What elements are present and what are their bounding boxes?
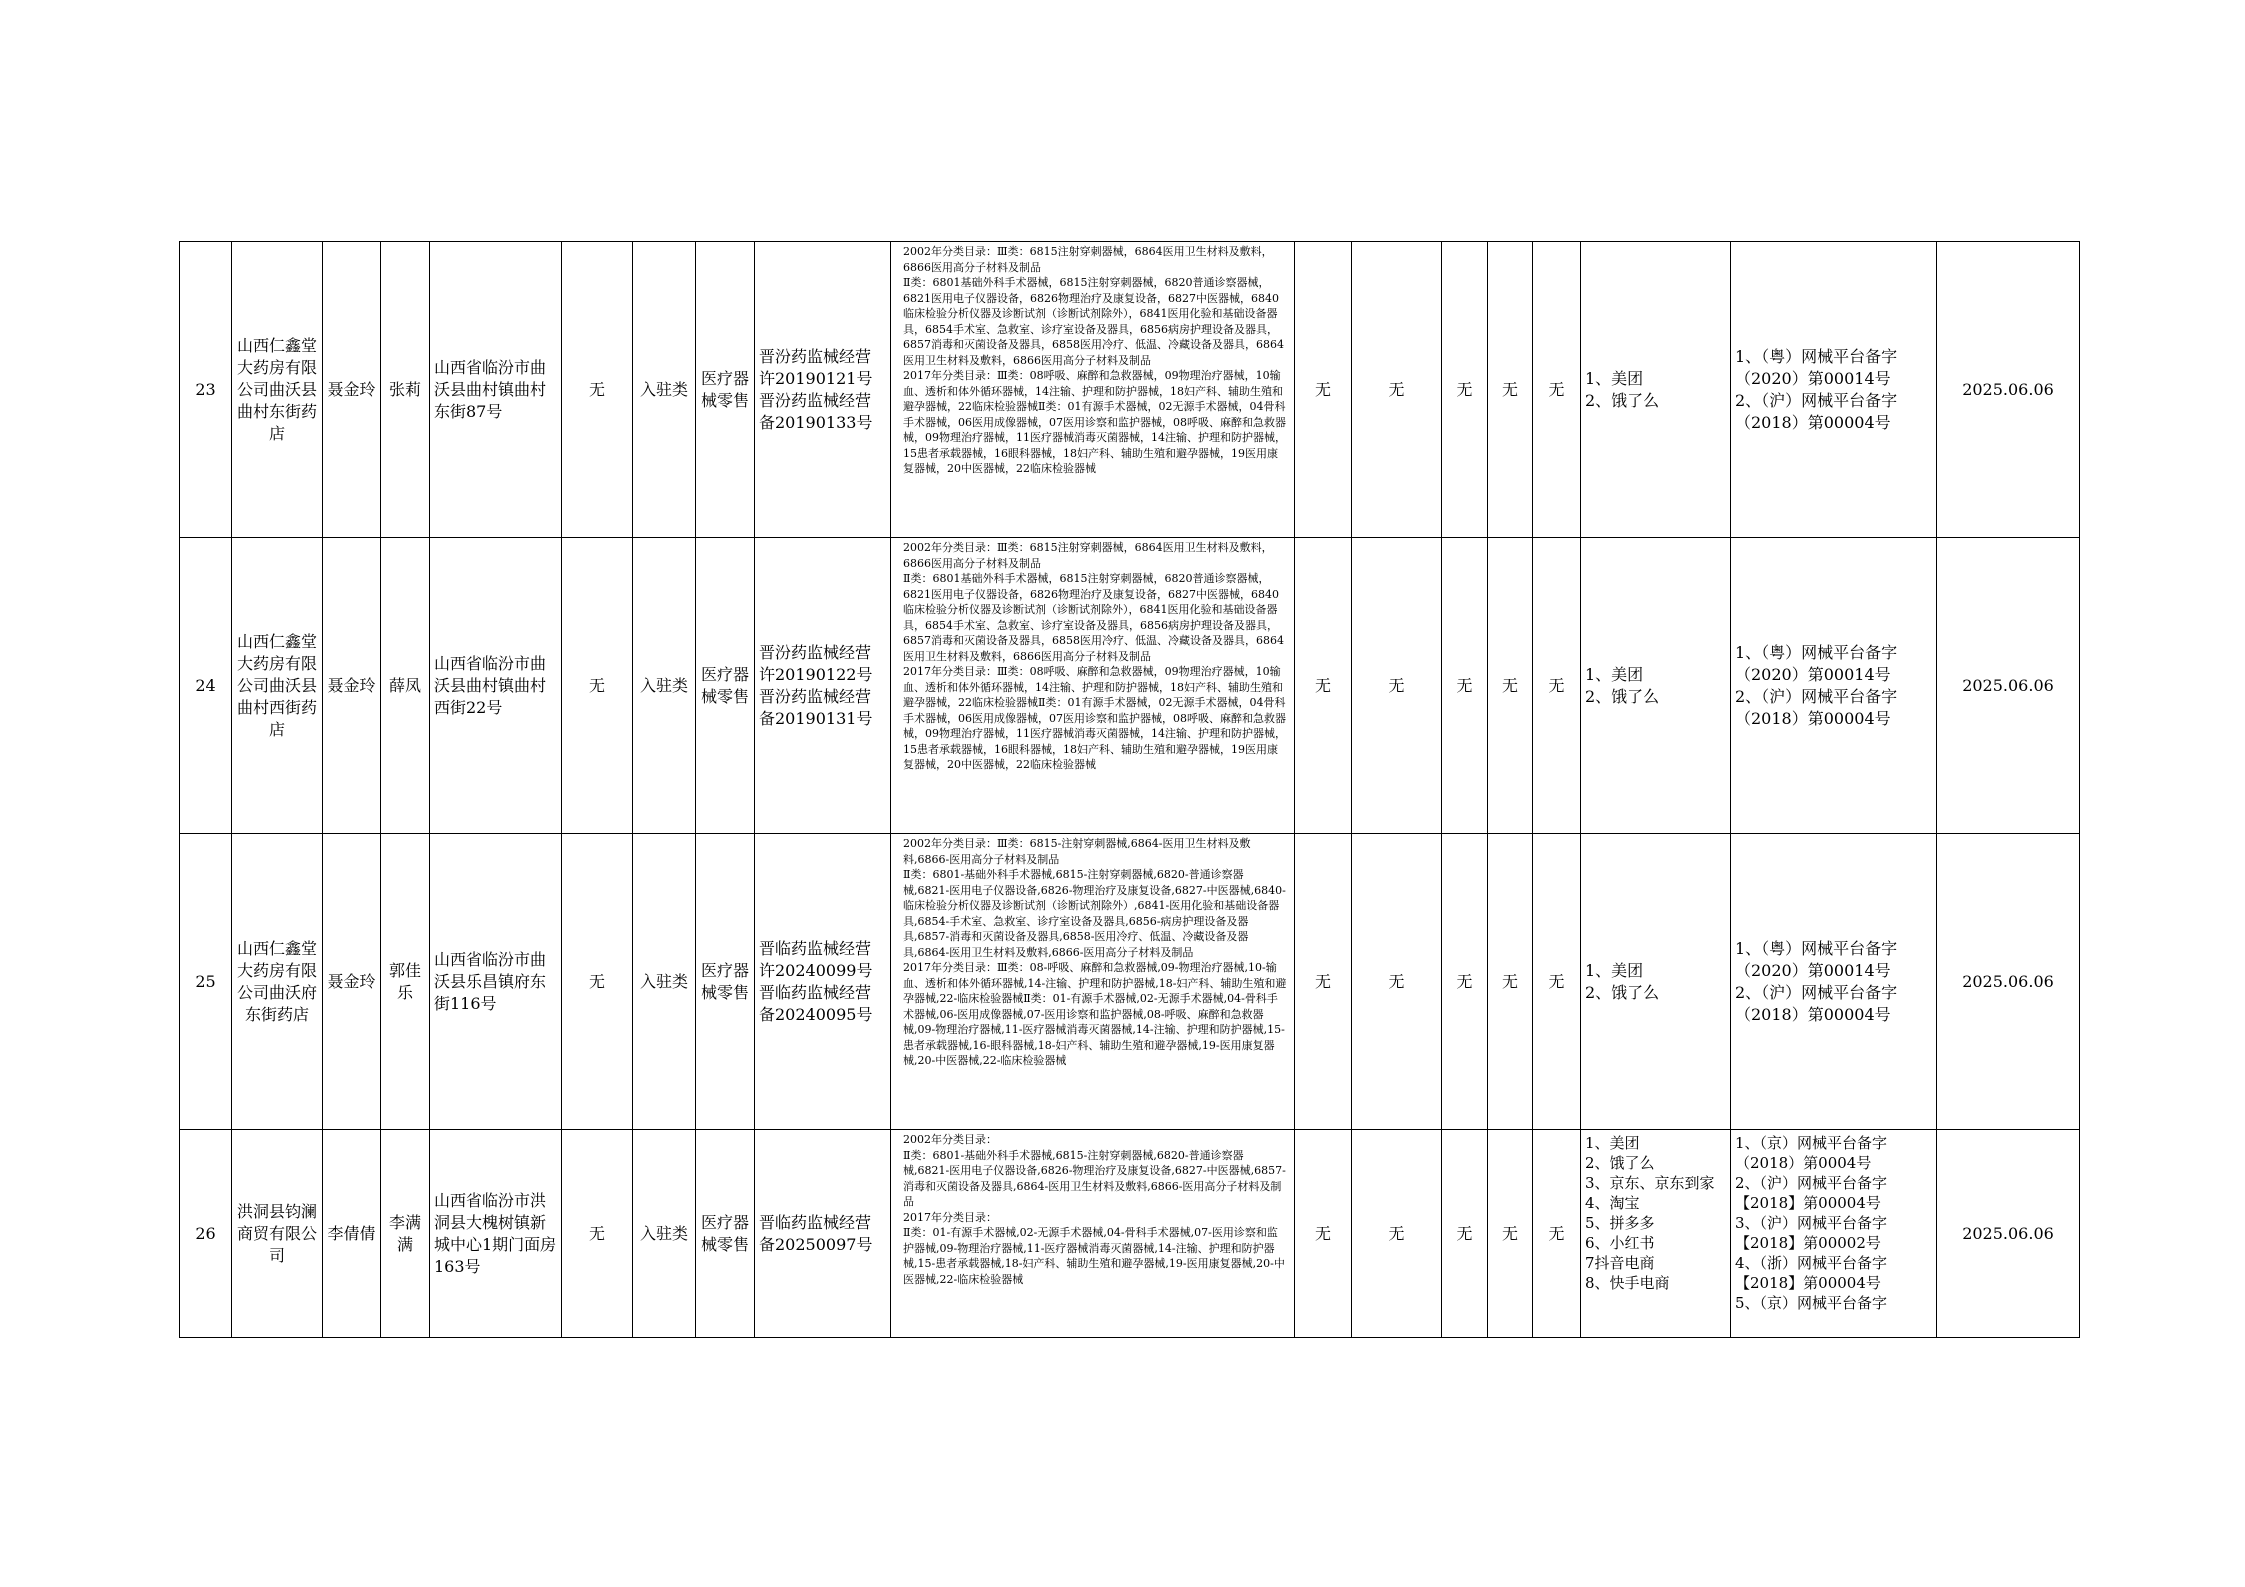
category-cell: 入驻类 bbox=[633, 1130, 696, 1338]
warehouse-cell: 无 bbox=[562, 1130, 633, 1338]
business-scope: 2002年分类目录：Ⅲ类：6815注射穿刺器械，6864医用卫生材料及敷料，6866医用高分子材料及制品 Ⅱ类：6801基础外科手术器械，6815注射穿刺器械，6820普通诊察器械，6821医用电子仪器设备，6826物理治疗及康复设备，6827中医器械，6840临床检验分析仪器及诊断试剂（诊断试剂除外），6841医用化验和基础设备器具，6854手术室、急救室、诊疗室设备及器具，6856病房护理设备及器具，6857消毒和灭菌设备及器具，6858医用冷疗、低温、冷藏设备及器具，6864医用卫生材料及敷料，6866医用高分子材料及制品 2017年分类目录：Ⅲ类：08呼吸、麻醉和急救器械，09物理治疗器械，10输血、透析和体外循环器械，14注输、护理和防护器械，18妇产科、辅助生殖和避孕器械，22临床检验器械Ⅱ类：01有源手术器械，02无源手术器械，04骨科手术器械，06医用成像器械，07医用诊察和监护器械，08呼吸、麻醉和急救器械，09物理治疗器械，11医疗器械消毒灭菌器械，14注输、护理和防护器械，15患者承载器械，16眼科器械，18妇产科、辅助生殖和避孕器械，19医用康复器械，20中医器械，22临床检验器械 bbox=[891, 242, 1295, 538]
record-date: 2025.06.06 bbox=[1937, 242, 2080, 538]
platform-list: 1、美团 2、饿了么 3、京东、京东到家 4、淘宝 5、拼多多 6、小红书 7抖音电商 8、快手电商 bbox=[1581, 1130, 1731, 1338]
license-number: 晋临药监械经营备20250097号 bbox=[755, 1130, 891, 1338]
person-in-charge: 李满满 bbox=[381, 1130, 430, 1338]
row-number: 25 bbox=[180, 834, 232, 1130]
platform-list: 1、美团 2、饿了么 bbox=[1581, 538, 1731, 834]
status-cell-2: 无 bbox=[1352, 538, 1442, 834]
warehouse-cell: 无 bbox=[562, 242, 633, 538]
status-cell-5: 无 bbox=[1533, 834, 1581, 1130]
row-number: 24 bbox=[180, 538, 232, 834]
status-cell-2: 无 bbox=[1352, 1130, 1442, 1338]
company-name: 山西仁鑫堂大药房有限公司曲沃府东街药店 bbox=[232, 834, 323, 1130]
business-scope: 2002年分类目录： Ⅱ类：6801-基础外科手术器械,6815-注射穿刺器械,6820-普通诊察器械,6821-医用电子仪器设备,6826-物理治疗及康复设备,6827-中医器械,6857-消毒和灭菌设备及器具,6864-医用卫生材料及敷料,6866-医用高分子材料及制品 2017年分类目录： Ⅱ类：01-有源手术器械,02-无源手术器械,04-骨科手术器械,07-医用诊察和监护器械,09-物理治疗器械,11-医疗器械消毒灭菌器械,14-注输、护理和防护器械,15-患者承载器械,18-妇产科、辅助生殖和避孕器械,19-医用康复器械,20-中医器械,22-临床检验器械 bbox=[891, 1130, 1295, 1338]
warehouse-cell: 无 bbox=[562, 834, 633, 1130]
status-cell-4: 无 bbox=[1488, 242, 1533, 538]
status-cell-1: 无 bbox=[1295, 1130, 1352, 1338]
license-number: 晋汾药监械经营许20190122号 晋汾药监械经营备20190131号 bbox=[755, 538, 891, 834]
table-row bbox=[180, 834, 2080, 1130]
warehouse-cell: 无 bbox=[562, 538, 633, 834]
platform-filings: 1、（粤）网械平台备字（2020）第00014号 2、（沪）网械平台备字（2018）第00004号 bbox=[1731, 538, 1937, 834]
company-name: 洪洞县钧澜商贸有限公司 bbox=[232, 1130, 323, 1338]
license-number: 晋临药监械经营许20240099号 晋临药监械经营备20240095号 bbox=[755, 834, 891, 1130]
person-in-charge: 郭佳乐 bbox=[381, 834, 430, 1130]
business-scope: 2002年分类目录：Ⅲ类：6815注射穿刺器械，6864医用卫生材料及敷料，6866医用高分子材料及制品 Ⅱ类：6801基础外科手术器械，6815注射穿刺器械，6820普通诊察器械，6821医用电子仪器设备，6826物理治疗及康复设备，6827中医器械，6840临床检验分析仪器及诊断试剂（诊断试剂除外），6841医用化验和基础设备器具，6854手术室、急救室、诊疗室设备及器具，6856病房护理设备及器具，6857消毒和灭菌设备及器具，6858医用冷疗、低温、冷藏设备及器具，6864医用卫生材料及敷料，6866医用高分子材料及制品 2017年分类目录：Ⅲ类：08呼吸、麻醉和急救器械，09物理治疗器械，10输血、透析和体外循环器械，14注输、护理和防护器械，18妇产科、辅助生殖和避孕器械，22临床检验器械Ⅱ类：01有源手术器械，02无源手术器械，04骨科手术器械，06医用成像器械，07医用诊察和监护器械，08呼吸、麻醉和急救器械，09物理治疗器械，11医疗器械消毒灭菌器械，14注输、护理和防护器械，15患者承载器械，16眼科器械，18妇产科、辅助生殖和避孕器械，19医用康复器械，20中医器械，22临床检验器械 bbox=[891, 538, 1295, 834]
platform-filings: 1、（粤）网械平台备字（2020）第00014号 2、（沪）网械平台备字（2018）第00004号 bbox=[1731, 242, 1937, 538]
business-type: 医疗器械零售 bbox=[696, 1130, 755, 1338]
status-cell-3: 无 bbox=[1442, 242, 1488, 538]
status-cell-4: 无 bbox=[1488, 538, 1533, 834]
status-cell-5: 无 bbox=[1533, 1130, 1581, 1338]
table-row bbox=[180, 538, 2080, 834]
business-scope: 2002年分类目录：Ⅲ类：6815-注射穿刺器械,6864-医用卫生材料及敷料,6866-医用高分子材料及制品 Ⅱ类：6801-基础外科手术器械,6815-注射穿刺器械,6820-普通诊察器械,6821-医用电子仪器设备,6826-物理治疗及康复设备,6827-中医器械,6840-临床检验分析仪器及诊断试剂（诊断试剂除外）,6841-医用化验和基础设备器具,6854-手术室、急救室、诊疗室设备及器具,6856-病房护理设备及器具,6857-消毒和灭菌设备及器具,6858-医用冷疗、低温、冷藏设备及器具,6864-医用卫生材料及敷料,6866-医用高分子材料及制品 2017年分类目录：Ⅲ类：08-呼吸、麻醉和急救器械,09-物理治疗器械,10-输血、透析和体外循环器械,14-注输、护理和防护器械,18-妇产科、辅助生殖和避孕器械,22-临床检验器械Ⅱ类：01-有源手术器械,02-无源手术器械,04-骨科手术器械,06-医用成像器械,07-医用诊察和监护器械,08-呼吸、麻醉和急救器械,09-物理治疗器械,11-医疗器械消毒灭菌器械,14-注输、护理和防护器械,15-患者承载器械,16-眼科器械,18-妇产科、辅助生殖和避孕器械,19-医用康复器械,20-中医器械,22-临床检验器械 bbox=[891, 834, 1295, 1130]
person-in-charge: 薛凤 bbox=[381, 538, 430, 834]
registry-table bbox=[179, 241, 2080, 1338]
status-cell-2: 无 bbox=[1352, 834, 1442, 1130]
status-cell-5: 无 bbox=[1533, 242, 1581, 538]
business-address: 山西省临汾市曲沃县曲村镇曲村东街87号 bbox=[430, 242, 562, 538]
status-cell-1: 无 bbox=[1295, 538, 1352, 834]
status-cell-3: 无 bbox=[1442, 834, 1488, 1130]
status-cell-5: 无 bbox=[1533, 538, 1581, 834]
platform-list: 1、美团 2、饿了么 bbox=[1581, 242, 1731, 538]
legal-representative: 李倩倩 bbox=[323, 1130, 381, 1338]
company-name: 山西仁鑫堂大药房有限公司曲沃县曲村西街药店 bbox=[232, 538, 323, 834]
status-cell-3: 无 bbox=[1442, 538, 1488, 834]
status-cell-4: 无 bbox=[1488, 1130, 1533, 1338]
business-address: 山西省临汾市曲沃县曲村镇曲村西街22号 bbox=[430, 538, 562, 834]
legal-representative: 聂金玲 bbox=[323, 538, 381, 834]
business-type: 医疗器械零售 bbox=[696, 834, 755, 1130]
business-type: 医疗器械零售 bbox=[696, 538, 755, 834]
status-cell-4: 无 bbox=[1488, 834, 1533, 1130]
row-number: 26 bbox=[180, 1130, 232, 1338]
business-address: 山西省临汾市曲沃县乐昌镇府东街116号 bbox=[430, 834, 562, 1130]
category-cell: 入驻类 bbox=[633, 834, 696, 1130]
status-cell-2: 无 bbox=[1352, 242, 1442, 538]
row-number: 23 bbox=[180, 242, 232, 538]
table-row bbox=[180, 1130, 2080, 1338]
company-name: 山西仁鑫堂大药房有限公司曲沃县曲村东街药店 bbox=[232, 242, 323, 538]
person-in-charge: 张莉 bbox=[381, 242, 430, 538]
platform-filings: 1、（粤）网械平台备字（2020）第00014号 2、（沪）网械平台备字（2018）第00004号 bbox=[1731, 834, 1937, 1130]
record-date: 2025.06.06 bbox=[1937, 538, 2080, 834]
record-date: 2025.06.06 bbox=[1937, 1130, 2080, 1338]
category-cell: 入驻类 bbox=[633, 242, 696, 538]
platform-filings: 1、（京）网械平台备字（2018）第0004号 2、（沪）网械平台备字【2018】第00004号 3、（沪）网械平台备字【2018】第00002号 4、（浙）网械平台备字【2018】第00004号 5、（京）网械平台备字 bbox=[1731, 1130, 1937, 1338]
status-cell-3: 无 bbox=[1442, 1130, 1488, 1338]
status-cell-1: 无 bbox=[1295, 834, 1352, 1130]
business-address: 山西省临汾市洪洞县大槐树镇新城中心1期门面房163号 bbox=[430, 1130, 562, 1338]
business-type: 医疗器械零售 bbox=[696, 242, 755, 538]
record-date: 2025.06.06 bbox=[1937, 834, 2080, 1130]
status-cell-1: 无 bbox=[1295, 242, 1352, 538]
legal-representative: 聂金玲 bbox=[323, 242, 381, 538]
legal-representative: 聂金玲 bbox=[323, 834, 381, 1130]
table-row bbox=[180, 242, 2080, 538]
platform-list: 1、美团 2、饿了么 bbox=[1581, 834, 1731, 1130]
category-cell: 入驻类 bbox=[633, 538, 696, 834]
license-number: 晋汾药监械经营许20190121号 晋汾药监械经营备20190133号 bbox=[755, 242, 891, 538]
